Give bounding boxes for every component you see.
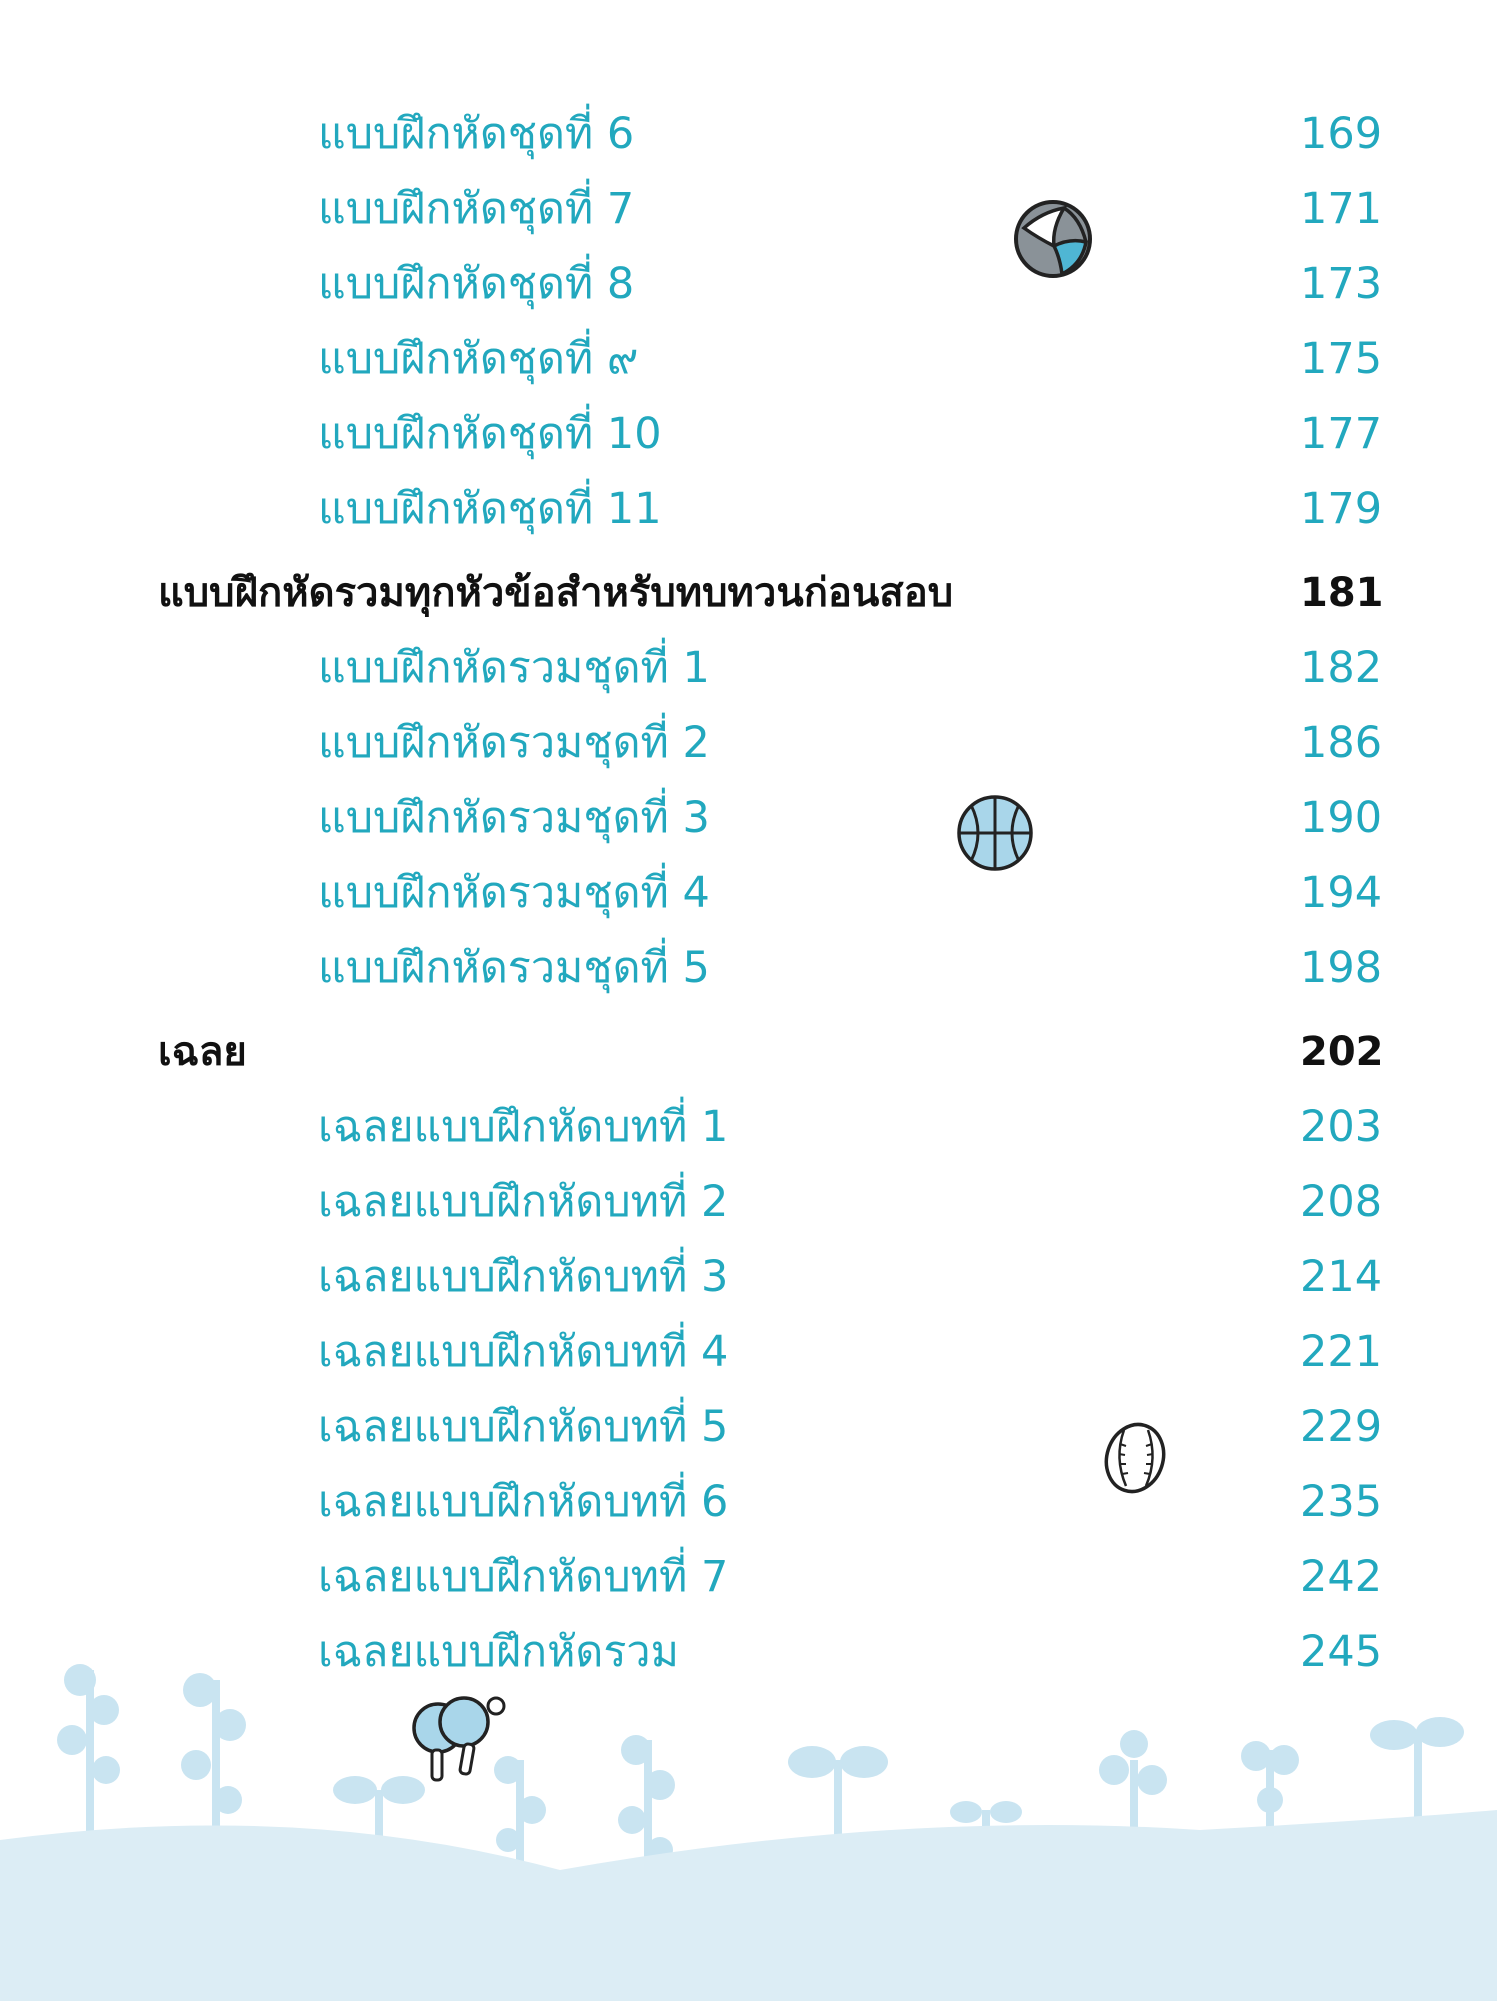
toc-entry-page: 194 [1300,868,1383,918]
toc-entry-page: 221 [1300,1327,1383,1377]
toc-entry-page: 175 [1300,334,1383,384]
toc-entry-answers-1[interactable] [0,1089,1497,1165]
toc-entry-title: แบบฝึกหัดชุดที่ 8 [318,259,635,309]
toc-entry-page: 169 [1300,109,1383,159]
toc-entry-answers-2[interactable] [0,1164,1497,1240]
toc-entry-exercise-set-11[interactable] [0,471,1497,547]
ground-illustration [0,1640,1497,2001]
toc-entry-title: เฉลยแบบฝึกหัดบทที่ 2 [318,1177,729,1227]
toc-entry-page: 182 [1300,643,1383,693]
toc-entry-page: 198 [1300,943,1383,993]
toc-entry-page: 203 [1300,1102,1383,1152]
volleyball-icon [1012,198,1094,280]
toc-entry-title: แบบฝึกหัดชุดที่ 7 [318,184,635,234]
toc-section-title: แบบฝึกหัดรวมทุกหัวข้อสำหรับทบทวนก่อนสอบ [158,570,954,616]
toc-entry-page: 171 [1300,184,1383,234]
toc-entry-title: เฉลยแบบฝึกหัดบทที่ 4 [318,1327,729,1377]
toc-entry-page: 179 [1300,484,1383,534]
toc-section-title: เฉลย [158,1029,247,1075]
toc-entry-exercise-set-8[interactable] [0,246,1497,322]
toc-entry-exercise-set-9[interactable] [0,321,1497,397]
toc-entry-review-set-2[interactable] [0,705,1497,781]
toc-entry-review-set-1[interactable] [0,630,1497,706]
basketball-icon [955,793,1035,873]
toc-entry-title: เฉลยแบบฝึกหัดรวม [318,1627,679,1677]
toc-entry-exercise-set-7[interactable] [0,171,1497,247]
toc-entry-answers-3[interactable] [0,1239,1497,1315]
baseball-icon [1102,1420,1168,1496]
toc-entry-page: 177 [1300,409,1383,459]
toc-entry-title: เฉลยแบบฝึกหัดบทที่ 7 [318,1552,729,1602]
toc-entry-title: แบบฝึกหัดชุดที่ 6 [318,109,635,159]
toc-entry-page: 214 [1300,1252,1383,1302]
toc-entry-title: เฉลยแบบฝึกหัดบทที่ 6 [318,1477,729,1527]
toc-entry-review-set-3[interactable] [0,780,1497,856]
toc-entry-title: เฉลยแบบฝึกหัดบทที่ 3 [318,1252,729,1302]
toc-section-page: 181 [1300,570,1384,616]
toc-entry-title: แบบฝึกหัดรวมชุดที่ 3 [318,793,710,843]
toc-entry-page: 229 [1300,1402,1383,1452]
toc-entry-answers-5[interactable] [0,1389,1497,1465]
toc-entry-review-set-5[interactable] [0,930,1497,1006]
toc-entry-title: แบบฝึกหัดชุดที่ 11 [318,484,662,534]
toc-entry-title: แบบฝึกหัดชุดที่ 10 [318,409,662,459]
toc-entry-answers-4[interactable] [0,1314,1497,1390]
toc-entry-page: 242 [1300,1552,1383,1602]
toc-section-review[interactable] [0,555,1497,631]
toc-entry-page: 235 [1300,1477,1383,1527]
toc-entry-page: 173 [1300,259,1383,309]
toc-entry-title: แบบฝึกหัดรวมชุดที่ 1 [318,643,710,693]
toc-section-answers[interactable] [0,1014,1497,1090]
toc-entry-page: 190 [1300,793,1383,843]
toc-entry-page: 208 [1300,1177,1383,1227]
toc-entry-answers-7[interactable] [0,1539,1497,1615]
toc-entry-title: เฉลยแบบฝึกหัดบทที่ 5 [318,1402,729,1452]
toc-entry-title: แบบฝึกหัดรวมชุดที่ 2 [318,718,710,768]
toc-section-page: 202 [1300,1029,1384,1075]
toc-entry-review-set-4[interactable] [0,855,1497,931]
toc-entry-answers-6[interactable] [0,1464,1497,1540]
toc-entry-page: 186 [1300,718,1383,768]
toc-entry-title: เฉลยแบบฝึกหัดบทที่ 1 [318,1102,729,1152]
toc-entry-exercise-set-10[interactable] [0,396,1497,472]
toc-entry-title: แบบฝึกหัดชุดที่ ๙ [318,334,639,384]
toc-entry-exercise-set-6[interactable] [0,96,1497,172]
toc-entry-title: แบบฝึกหัดรวมชุดที่ 5 [318,943,710,993]
toc-entry-page: 245 [1300,1627,1383,1677]
toc-entry-title: แบบฝึกหัดรวมชุดที่ 4 [318,868,710,918]
